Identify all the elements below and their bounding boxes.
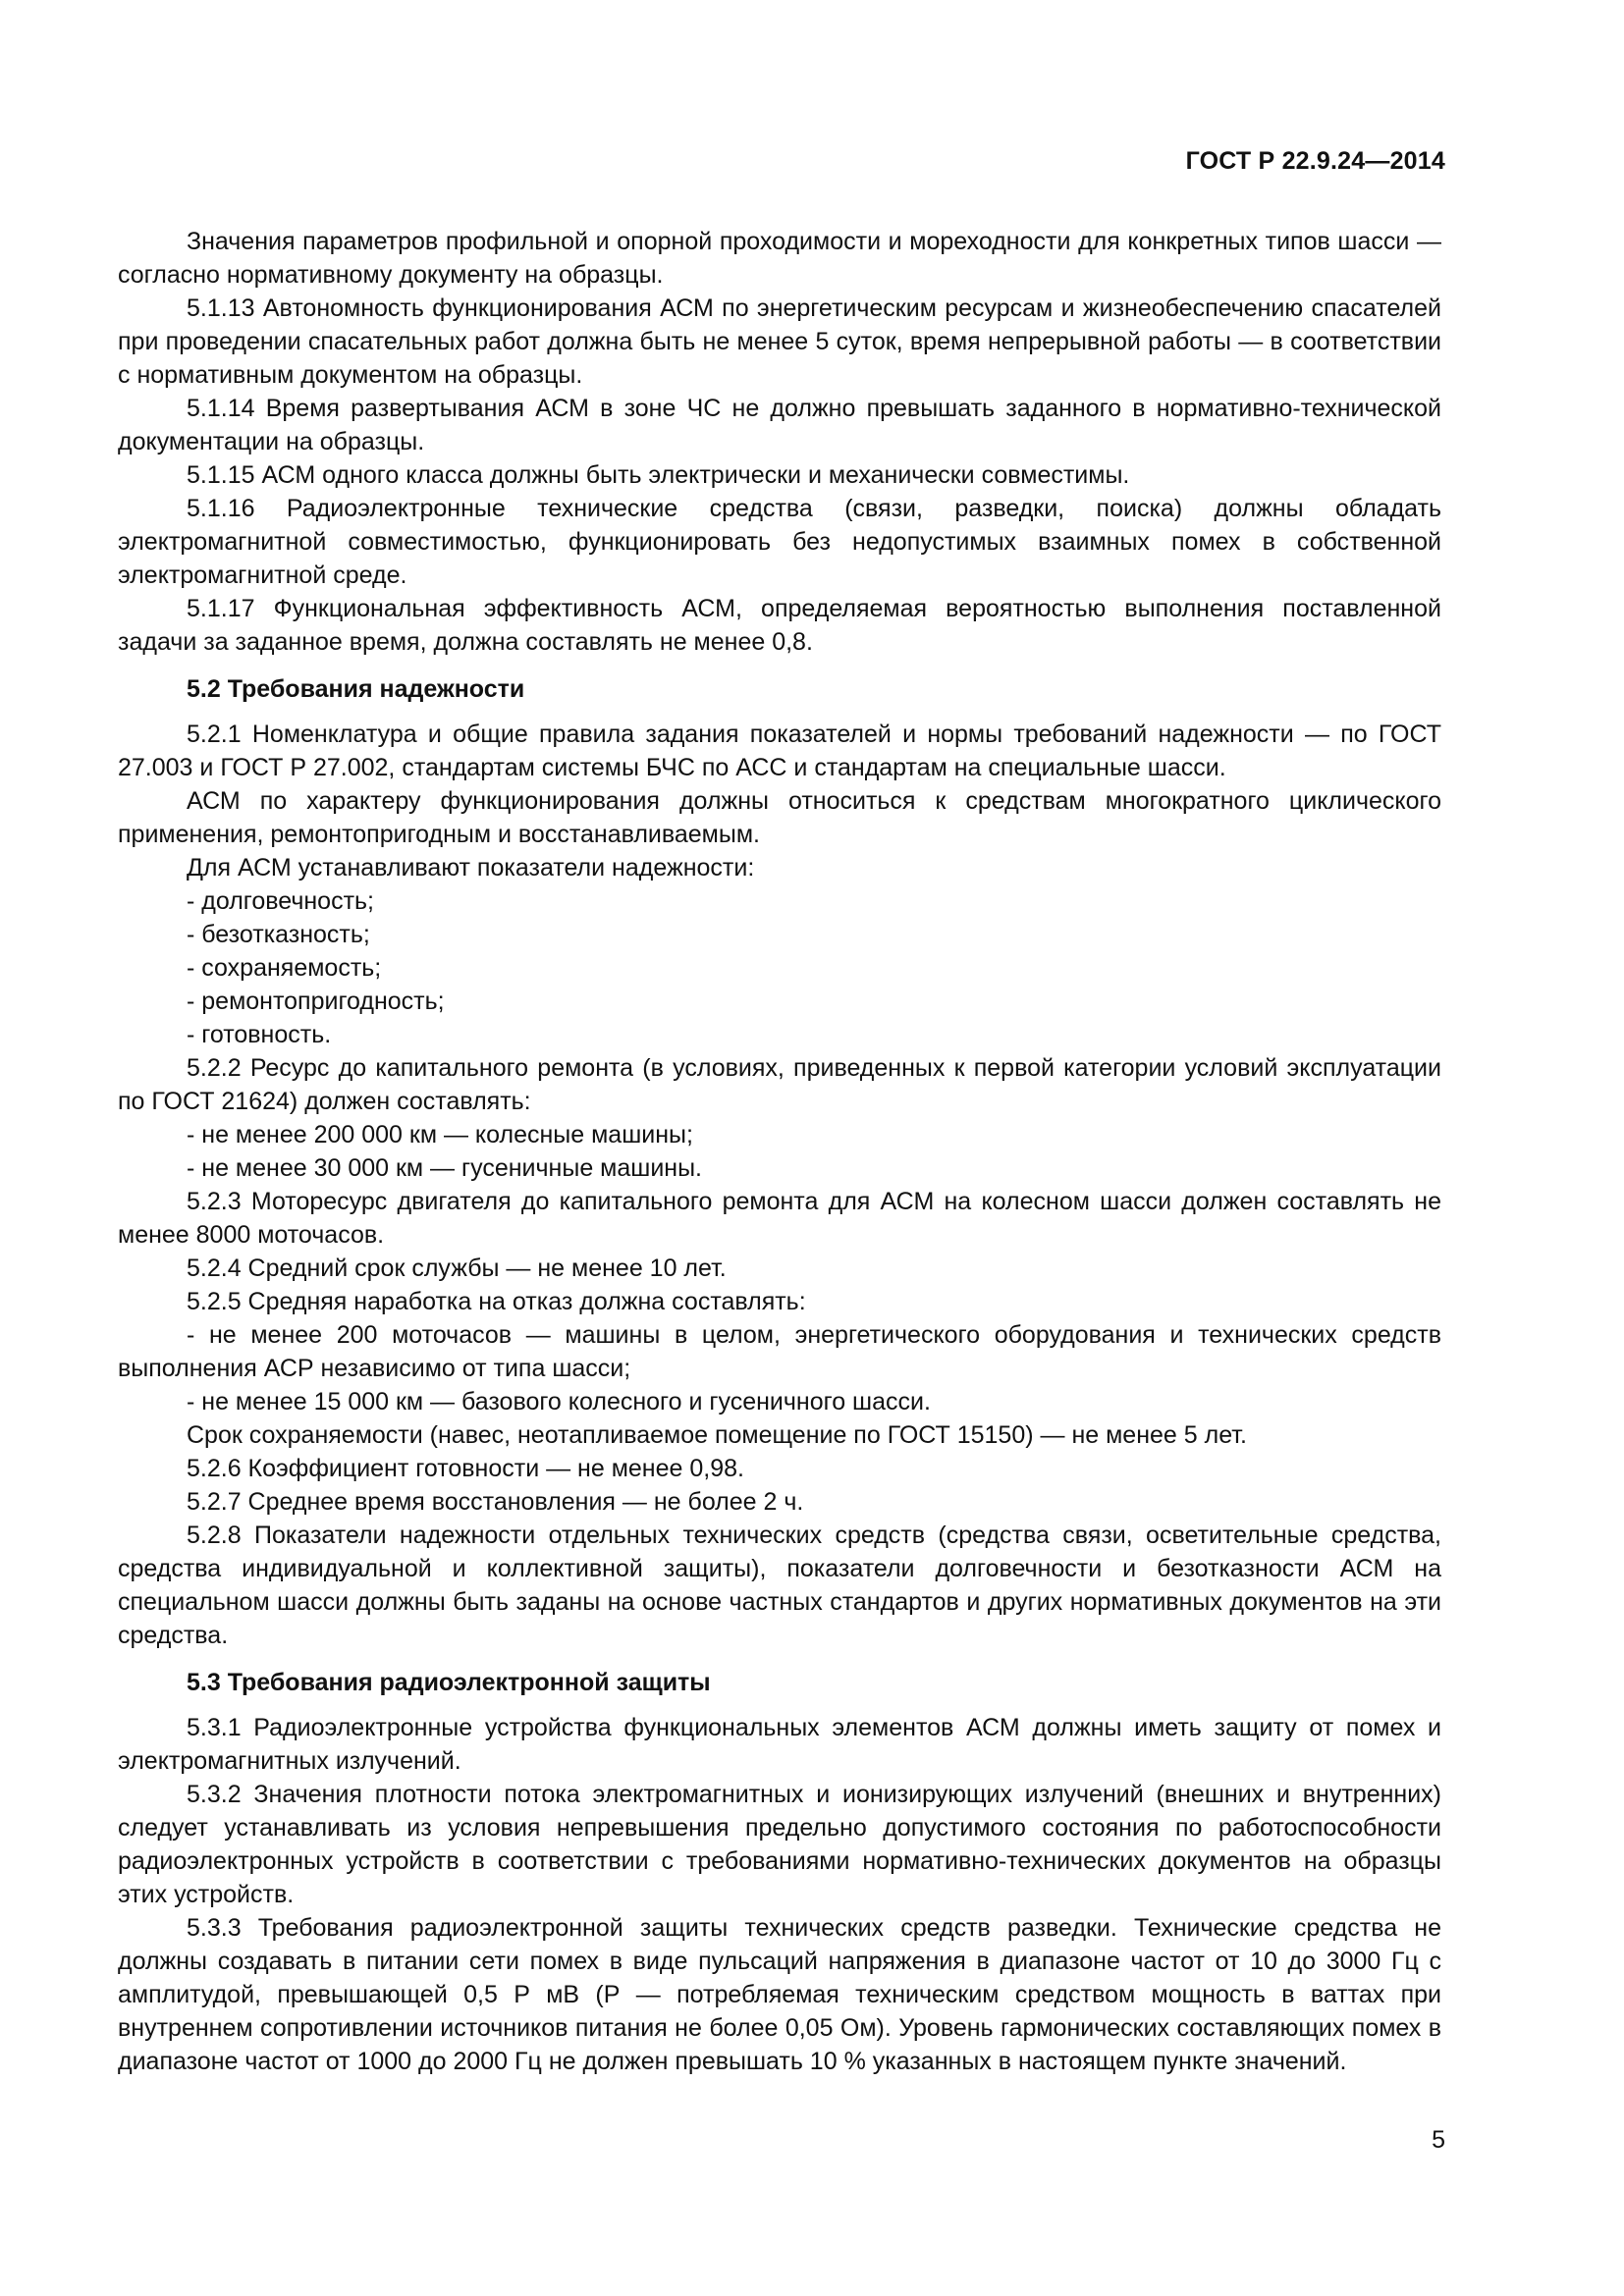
paragraph: 5.2.5 Средняя наработка на отказ должна составлять:	[187, 1288, 806, 1315]
paragraph: 5.2.3 Моторесурс двигателя до капитального ремонта для АСМ на колесном шасси должен составлять не менее 8000 моточасов.	[118, 1188, 1441, 1249]
paragraph: 5.3.3 Требования радиоэлектронной защиты технических средств разведки. Технические средства не должны создавать в питании сети помех в виде пульсаций напряжения в диапазоне частот от 10 до 3000 Гц с амплитудой, превышающей 0,5 Р мВ (Р — потребляемая техническим средством мощность в ваттах при внутреннем сопротивлении источников питания не более 0,05 Ом). Уровень гармонических составляющих помех в диапазоне частот от 1000 до 2000 Гц не должен превышать 10 % указанных в настоящем пункте значений.	[118, 1914, 1441, 2075]
paragraph: 5.2.6 Коэффициент готовности — не менее 0,98.	[187, 1455, 744, 1482]
list-item: - не менее 30 000 км — гусеничные машины.	[187, 1154, 702, 1182]
paragraph: - не менее 200 моточасов — машины в целом, энергетического оборудования и технических средств выполнения АСР независимо от типа шасси;	[118, 1321, 1441, 1382]
paragraph: 5.1.16 Радиоэлектронные технические средства (связи, разведки, поиска) должны обладать электромагнитной совместимостью, функционировать без недопустимых взаимных помех в собственной электромагнитной среде.	[118, 495, 1441, 589]
list-item: - сохраняемость;	[187, 954, 382, 982]
paragraph: 5.1.14 Время развертывания АСМ в зоне ЧС не должно превышать заданного в нормативно-технической документации на образцы.	[118, 395, 1441, 455]
list-item: - ремонтопригодность;	[187, 988, 445, 1015]
page-number: 5	[1432, 2126, 1445, 2154]
list-item: - не менее 200 000 км — колесные машины;	[187, 1121, 693, 1148]
paragraph: 5.3.1 Радиоэлектронные устройства функциональных элементов АСМ должны иметь защиту от помех и электромагнитных излучений.	[118, 1714, 1441, 1775]
paragraph: Значения параметров профильной и опорной проходимости и мореходности для конкретных типов шасси — согласно нормативному документу на образцы.	[118, 228, 1441, 289]
list-item: - долговечность;	[187, 887, 375, 915]
paragraph: 5.3.2 Значения плотности потока электромагнитных и ионизирующих излучений (внешних и внутренних) следует устанавливать из условия непревышения предельно допустимого состояния по работоспособности радиоэлектронных устройств в соответствии с требованиями нормативно-технических документов на образцы этих устройств.	[118, 1781, 1441, 1908]
document-header-id: ГОСТ Р 22.9.24—2014	[1185, 147, 1445, 175]
section-heading-5-2: 5.2 Требования надежности	[187, 675, 525, 703]
paragraph: 5.2.4 Средний срок службы — не менее 10 лет.	[187, 1255, 727, 1282]
paragraph: 5.2.7 Среднее время восстановления — не более 2 ч.	[187, 1488, 804, 1516]
paragraph: 5.2.1 Номенклатура и общие правила задания показателей и нормы требований надежности — по ГОСТ 27.003 и ГОСТ Р 27.002, стандартам системы БЧС по АСС и стандартам на специальные шасси.	[118, 721, 1441, 781]
section-heading-5-3: 5.3 Требования радиоэлектронной защиты	[187, 1669, 711, 1696]
paragraph: 5.1.15 АСМ одного класса должны быть электрически и механически совместимы.	[187, 461, 1130, 489]
paragraph: 5.2.8 Показатели надежности отдельных технических средств (средства связи, осветительные средства, средства индивидуальной и коллективной защиты), показатели долговечности и безотказности АСМ на специальном шасси должны быть заданы на основе частных стандартов и других нормативных документов на эти средства.	[118, 1522, 1441, 1649]
paragraph: - не менее 15 000 км — базового колесного и гусеничного шасси.	[187, 1388, 931, 1415]
paragraph: АСМ по характеру функционирования должны относиться к средствам многократного циклического применения, ремонтопригодным и восстанавливаемым.	[118, 787, 1441, 848]
paragraph: Для АСМ устанавливают показатели надежности:	[187, 854, 755, 881]
paragraph: Срок сохраняемости (навес, неотапливаемое помещение по ГОСТ 15150) — не менее 5 лет.	[187, 1421, 1247, 1449]
document-body	[118, 225, 1441, 2078]
paragraph: 5.1.17 Функциональная эффективность АСМ, определяемая вероятностью выполнения поставленной задачи за заданное время, должна составлять не менее 0,8.	[118, 595, 1441, 656]
paragraph: 5.2.2 Ресурс до капитального ремонта (в условиях, приведенных к первой категории условий эксплуатации по ГОСТ 21624) должен составлять:	[118, 1054, 1441, 1115]
list-item: - готовность.	[187, 1021, 332, 1048]
paragraph: 5.1.13 Автономность функционирования АСМ по энергетическим ресурсам и жизнеобеспечению спасателей при проведении спасательных работ должна быть не менее 5 суток, время непрерывной работы — в соответствии с нормативным документом на образцы.	[118, 294, 1441, 389]
list-item: - безотказность;	[187, 921, 370, 948]
